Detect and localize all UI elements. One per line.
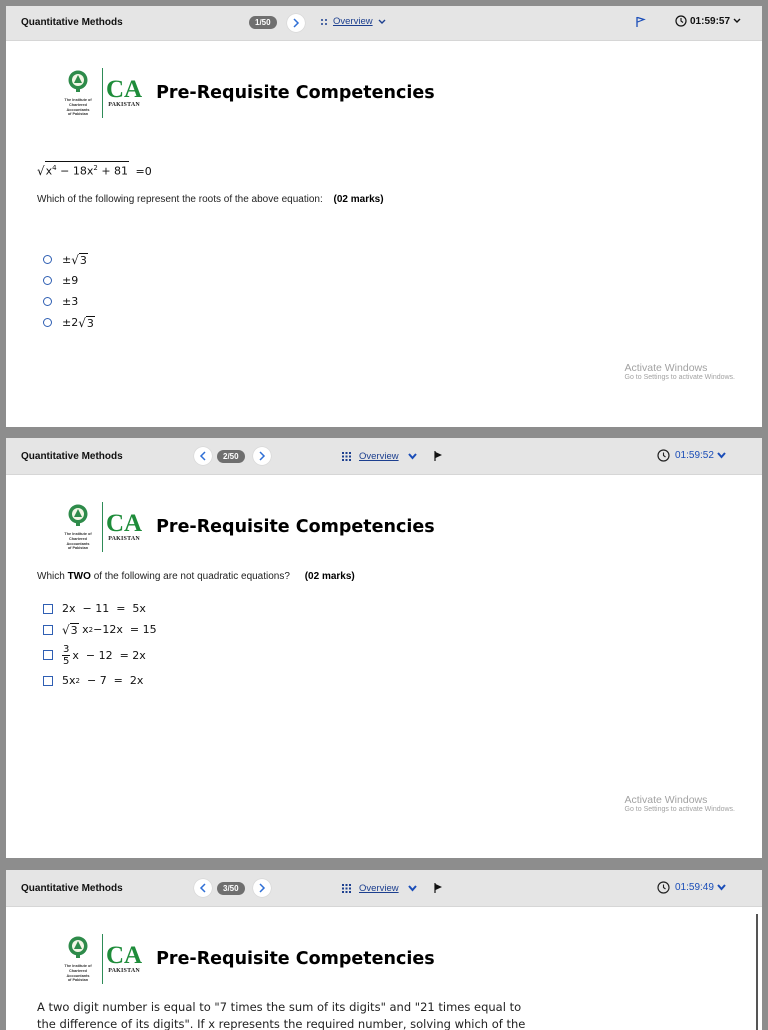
chevron-right-icon [258, 451, 266, 461]
chevron-down-icon [408, 453, 417, 460]
option-label: ±9 [62, 274, 79, 287]
chevron-down-icon [717, 884, 726, 891]
question-marks: (02 marks) [333, 194, 384, 205]
next-question-button[interactable] [287, 14, 305, 32]
question-text [37, 1000, 525, 1030]
prev-question-button[interactable] [194, 447, 212, 465]
chevron-down-icon [717, 452, 726, 459]
timer-value: 01:59:57 [690, 15, 731, 27]
timer-value: 01:59:52 [675, 450, 714, 461]
option-a[interactable] [43, 598, 157, 619]
institute-emblem [58, 935, 98, 982]
institute-name-line1: The Institute of [64, 964, 92, 969]
next-question-button[interactable] [253, 447, 271, 465]
flag-button[interactable] [434, 451, 444, 464]
flag-button[interactable] [434, 883, 444, 896]
activate-windows-watermark: Activate Windows Go to Settings to activate Windows. [624, 362, 735, 381]
chevron-right-icon [292, 18, 300, 28]
country-text: PAKISTAN [108, 102, 140, 108]
overview-dropdown[interactable] [342, 883, 417, 894]
institute-name-line2: Chartered Accountants [66, 968, 90, 978]
timer-value: 01:59:49 [675, 882, 714, 893]
question-text [37, 194, 384, 205]
subject-title: Quantitative Methods [21, 883, 123, 894]
option-b[interactable] [43, 270, 95, 291]
checkbox[interactable] [43, 676, 53, 686]
chevron-down-icon [733, 18, 741, 24]
subject-title: Quantitative Methods [21, 17, 123, 28]
question-panel-1 [6, 6, 762, 427]
institute-emblem [58, 69, 98, 116]
institute-name-line3: of Pakistan [67, 546, 89, 551]
chevron-down-icon [378, 19, 386, 25]
institute-name-line2: Chartered Accountants [66, 536, 90, 546]
ca-text: CA [106, 510, 143, 537]
grid-icon [320, 18, 328, 26]
crest-icon [67, 69, 89, 93]
option-c[interactable]: $\frac{3}{5}$ x − 12 = 2x [43, 640, 157, 670]
logo-divider [102, 502, 103, 552]
equation-rhs: =0 [135, 164, 152, 178]
option-d[interactable]: ±2 √ 3 [43, 312, 95, 333]
scrollbar[interactable] [756, 914, 758, 1030]
option-label: ±3 [62, 295, 79, 308]
grid-icon [342, 452, 351, 461]
timer[interactable] [675, 15, 741, 27]
ca-text: CA [106, 76, 143, 103]
ca-wordmark [106, 944, 142, 974]
header-logo [58, 934, 435, 984]
top-bar [6, 438, 762, 475]
overview-label: Overview [359, 883, 399, 894]
question-counter: 2/50 [217, 450, 245, 463]
logo-divider [102, 68, 103, 118]
subject-title: Quantitative Methods [21, 451, 123, 462]
flag-icon [434, 451, 444, 461]
timer[interactable] [657, 881, 726, 894]
clock-icon [657, 881, 670, 894]
question-body: Which of the following represent the roots of the above equation: [37, 194, 323, 205]
radio-button[interactable] [43, 297, 52, 306]
radio-button[interactable] [43, 318, 52, 327]
question-text [37, 571, 355, 582]
header-logo [58, 502, 435, 552]
chevron-left-icon [199, 883, 207, 893]
checkbox[interactable] [43, 650, 53, 660]
question-panel-3 [6, 870, 762, 1030]
grid-icon [342, 884, 351, 893]
option-label: 2x − 11 = 5x [62, 602, 146, 615]
chevron-down-icon [408, 885, 417, 892]
flag-icon [434, 883, 444, 893]
equation [37, 161, 152, 178]
question-part: of the following are not quadratic equations? [93, 571, 290, 582]
logo-divider [102, 934, 103, 984]
page-heading: Pre-Requisite Competencies [156, 949, 435, 969]
checkbox[interactable] [43, 604, 53, 614]
option-d[interactable]: 5x 2 − 7 = 2x [43, 670, 157, 691]
page-heading: Pre-Requisite Competencies [156, 517, 435, 537]
question-counter: 1/50 [249, 16, 277, 29]
page-heading: Pre-Requisite Competencies [156, 83, 435, 103]
prev-question-button[interactable] [194, 879, 212, 897]
question-emphasis: TWO [67, 571, 91, 582]
answer-options [43, 598, 157, 691]
option-b[interactable]: √ 3 x 2 −12x = 15 [43, 619, 157, 640]
option-a[interactable]: ± √ 3 [43, 249, 95, 270]
header-logo [58, 68, 435, 118]
top-bar [6, 870, 762, 907]
checkbox[interactable] [43, 625, 53, 635]
question-line-1: A two digit number is equal to "7 times the sum of its digits" and "21 times equal to [37, 1000, 522, 1014]
clock-icon [675, 15, 687, 27]
answer-options [43, 249, 95, 333]
activate-windows-watermark: Activate Windows Go to Settings to activate Windows. [624, 794, 735, 813]
institute-name-line2: Chartered Accountants [66, 102, 90, 112]
crest-icon [67, 935, 89, 959]
institute-emblem [58, 503, 98, 550]
chevron-right-icon [258, 883, 266, 893]
option-c[interactable] [43, 291, 95, 312]
question-part: Which [37, 571, 65, 582]
radio-button[interactable] [43, 276, 52, 285]
overview-dropdown[interactable] [342, 451, 417, 462]
institute-name-line1: The Institute of [64, 98, 92, 103]
next-question-button[interactable] [253, 879, 271, 897]
question-panel-2 [6, 438, 762, 858]
institute-name-line3: of Pakistan [67, 112, 89, 117]
chevron-left-icon [199, 451, 207, 461]
ca-wordmark [106, 512, 142, 542]
top-bar [6, 6, 762, 41]
institute-name-line1: The Institute of [64, 532, 92, 537]
question-line-2: the difference of its digits". If x represents the required number, solving which of the [37, 1017, 526, 1030]
ca-wordmark [106, 78, 142, 108]
overview-label: Overview [333, 16, 373, 27]
overview-dropdown[interactable] [320, 16, 386, 27]
question-marks: (02 marks) [304, 571, 355, 582]
country-text: PAKISTAN [108, 536, 140, 542]
overview-label: Overview [359, 451, 399, 462]
timer[interactable] [657, 449, 726, 462]
sqrt-expression: √ $x^4 - 18x^2 + 81$ [37, 161, 129, 178]
flag-icon [636, 16, 646, 28]
clock-icon [657, 449, 670, 462]
crest-icon [67, 503, 89, 527]
ca-text: CA [106, 942, 143, 969]
question-counter: 3/50 [217, 882, 245, 895]
institute-name-line3: of Pakistan [67, 978, 89, 983]
radio-button[interactable] [43, 255, 52, 264]
country-text: PAKISTAN [108, 968, 140, 974]
flag-button[interactable] [636, 16, 646, 31]
